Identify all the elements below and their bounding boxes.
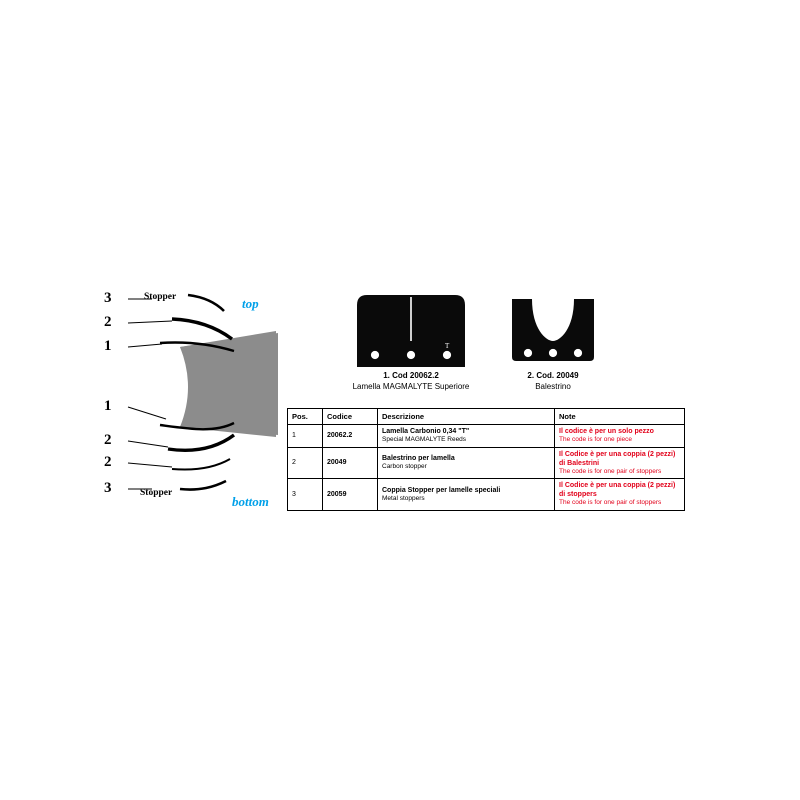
row1-desc	[378, 425, 555, 448]
row3-desc-en: Metal stoppers	[382, 494, 425, 502]
callout-bottom-2a: 2	[104, 432, 112, 448]
row1-code: 20062.2	[323, 425, 378, 448]
row2-note	[555, 447, 685, 479]
parts-table-body	[288, 425, 685, 511]
reed-cage-diagram	[104, 285, 290, 520]
row1-pos: 1	[288, 425, 323, 448]
photo-block-reed	[352, 295, 470, 393]
reed-petal-photo	[357, 295, 465, 367]
header-pos: Pos.	[288, 409, 323, 425]
callout-top-1: 1	[104, 338, 112, 354]
reed-stopper-bottom	[180, 481, 226, 490]
stopper-photo	[506, 295, 600, 367]
row3-desc	[378, 479, 555, 511]
photo-caption-stopper	[498, 371, 608, 393]
header-desc: Descrizione	[378, 409, 555, 425]
row2-code: 20049	[323, 447, 378, 479]
stopper-label-bottom: Stopper	[140, 488, 173, 498]
row3-desc-it: Coppia Stopper per lamelle speciali	[382, 486, 501, 494]
row1-note-it: Il codice è per un solo pezzo	[559, 428, 654, 435]
orientation-bottom-label: bottom	[232, 494, 269, 509]
reed-mid-bottom	[168, 435, 234, 450]
row1-desc-en: Special MAGMALYTE Reeds	[382, 436, 467, 444]
row2-note-it: Il Codice è per una coppia (2 pezzi) di Balestrini	[559, 450, 676, 467]
callout-bottom-3: 3	[104, 480, 112, 496]
photo-caption-stopper-code: 2. Cod. 20049	[527, 371, 579, 380]
stopper-label-top: Stopper	[144, 292, 177, 302]
row1-desc-it: Lamella Carbonio 0,34 "T"	[382, 428, 470, 435]
reed-t-mark: T	[445, 342, 450, 350]
row2-desc-en: Carbon stopper	[382, 463, 427, 471]
header-code: Codice	[323, 409, 378, 425]
row3-pos: 3	[288, 479, 323, 511]
table-row	[288, 479, 685, 511]
header-note: Note	[555, 409, 685, 425]
reed-cage-svg	[110, 285, 290, 520]
parts-table	[287, 408, 685, 511]
callout-top-2: 2	[104, 314, 112, 330]
row3-note	[555, 479, 685, 511]
reed-stopper-top	[188, 295, 224, 311]
parts-table-header	[288, 409, 685, 425]
photo-caption-stopper-text: Balestrino	[535, 381, 571, 391]
photo-caption-reed-code: 1. Cod 20062.2	[383, 371, 439, 380]
reed-mid-top	[172, 319, 232, 339]
photo-caption-reed	[352, 371, 470, 393]
row3-code: 20059	[323, 479, 378, 511]
row3-note-it: Il Codice è per una coppia (2 pezzi) di stoppers	[559, 482, 676, 499]
table-row	[288, 447, 685, 479]
row3-note-en: The code is for one pair of stoppers	[559, 499, 662, 507]
photo-block-stopper	[498, 295, 608, 393]
row1-note-en: The code is for one piece	[559, 436, 632, 444]
callout-bottom-1: 1	[104, 398, 112, 414]
row2-desc-it: Balestrino per lamella	[382, 455, 455, 463]
row1-note	[555, 425, 685, 448]
orientation-top-label: top	[242, 296, 259, 311]
table-row	[288, 425, 685, 448]
reed-low-bottom	[172, 459, 230, 470]
row2-note-en: The code is for one pair of stoppers	[559, 467, 662, 475]
callout-top-3: 3	[104, 290, 112, 306]
row2-pos: 2	[288, 447, 323, 479]
callout-bottom-2b: 2	[104, 454, 112, 470]
row2-desc	[378, 447, 555, 479]
photo-caption-reed-text: Lamella MAGMALYTE Superiore	[352, 381, 470, 391]
table-header-row	[288, 409, 685, 425]
